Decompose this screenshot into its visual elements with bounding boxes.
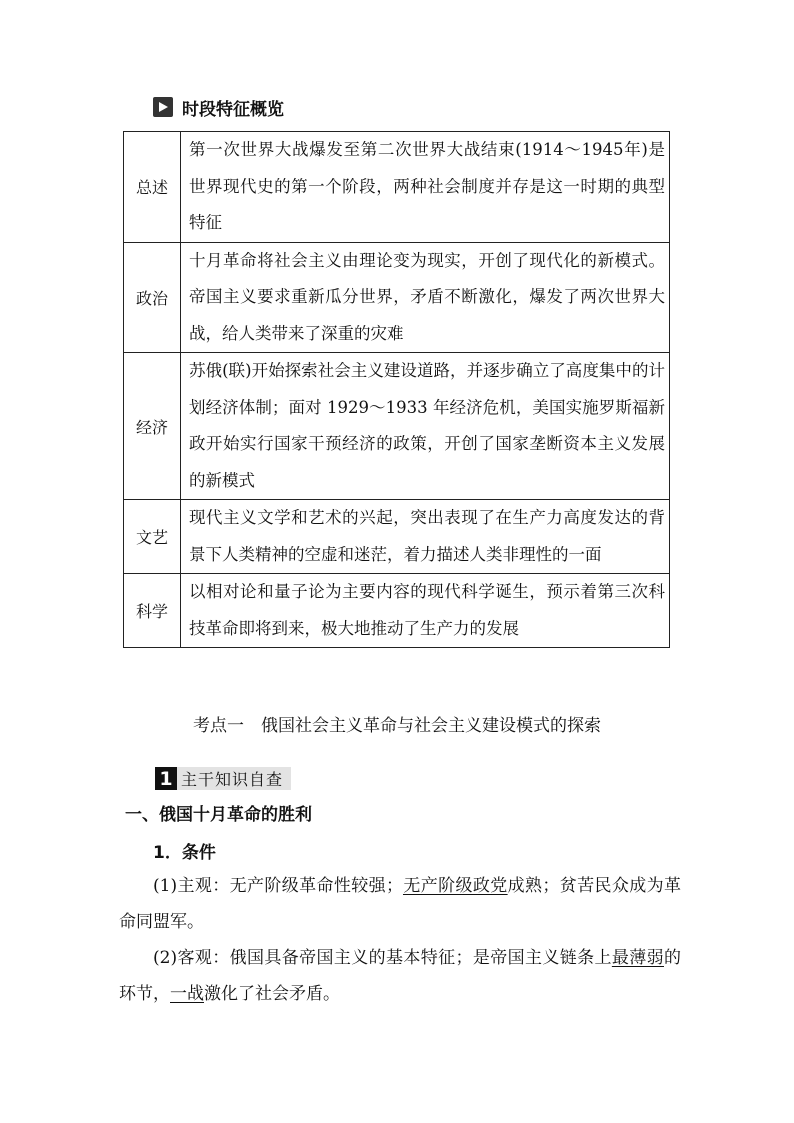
section-header [153,96,284,118]
kaodian-title: 考点一 俄国社会主义革命与社会主义建设模式的探索 [193,716,601,736]
paragraph-objective [119,940,681,1012]
table-row [124,242,670,353]
table-row [124,353,670,500]
para-text: (1)主观：无产阶级革命性较强； [153,876,403,896]
overview-table [123,131,670,648]
table-row [124,574,670,648]
row-category: 科学 [124,574,181,648]
knowledge-badge [155,767,291,790]
row-category: 政治 [124,242,181,353]
section-title: 时段特征概览 [182,99,284,120]
para-text: 成熟；贫苦民众成为革命同盟军。 [119,876,682,932]
play-triangle-icon [153,97,173,117]
underlined-term: 无产阶级政党 [402,876,508,896]
para-text: 激化了社会矛盾。 [204,984,340,1004]
row-description: 现代主义文学和艺术的兴起，突出表现了在生产力高度发达的背景下人类精神的空虚和迷茫，着力描述人类非理性的一面 [181,500,670,574]
row-description: 苏俄(联)开始探索社会主义建设道路，并逐步确立了高度集中的计划经济体制；面对 1929～1933 年经济危机，美国实施罗斯福新政开始实行国家干预经济的政策，开创了国家垄断资本主义发展的新模式 [181,353,670,500]
row-category: 总述 [124,132,181,243]
row-description: 第一次世界大战爆发至第二次世界大战结束(1914～1945年)是世界现代史的第一个阶段，两种社会制度并存是这一时期的典型特征 [181,132,670,243]
row-description: 十月革命将社会主义由理论变为现实，开创了现代化的新模式。帝国主义要求重新瓜分世界，矛盾不断激化，爆发了两次世界大战，给人类带来了深重的灾难 [181,242,670,353]
table-row [124,500,670,574]
badge-number: 1 [155,767,177,790]
para-text: 的环节， [119,948,681,1004]
heading-level1: 一、俄国十月革命的胜利 [125,805,312,825]
underlined-term: 一战 [170,984,204,1004]
paragraph-subjective [119,868,681,940]
underlined-term: 最薄弱 [611,948,664,968]
row-category: 经济 [124,353,181,500]
row-category: 文艺 [124,500,181,574]
heading-level2: 1．条件 [153,843,216,863]
badge-label: 主干知识自查 [177,767,291,790]
row-description: 以相对论和量子论为主要内容的现代科学诞生，预示着第三次科技革命即将到来，极大地推动了生产力的发展 [181,574,670,648]
para-text: (2)客观：俄国具备帝国主义的基本特征；是帝国主义链条上 [153,948,612,968]
table-row [124,132,670,243]
